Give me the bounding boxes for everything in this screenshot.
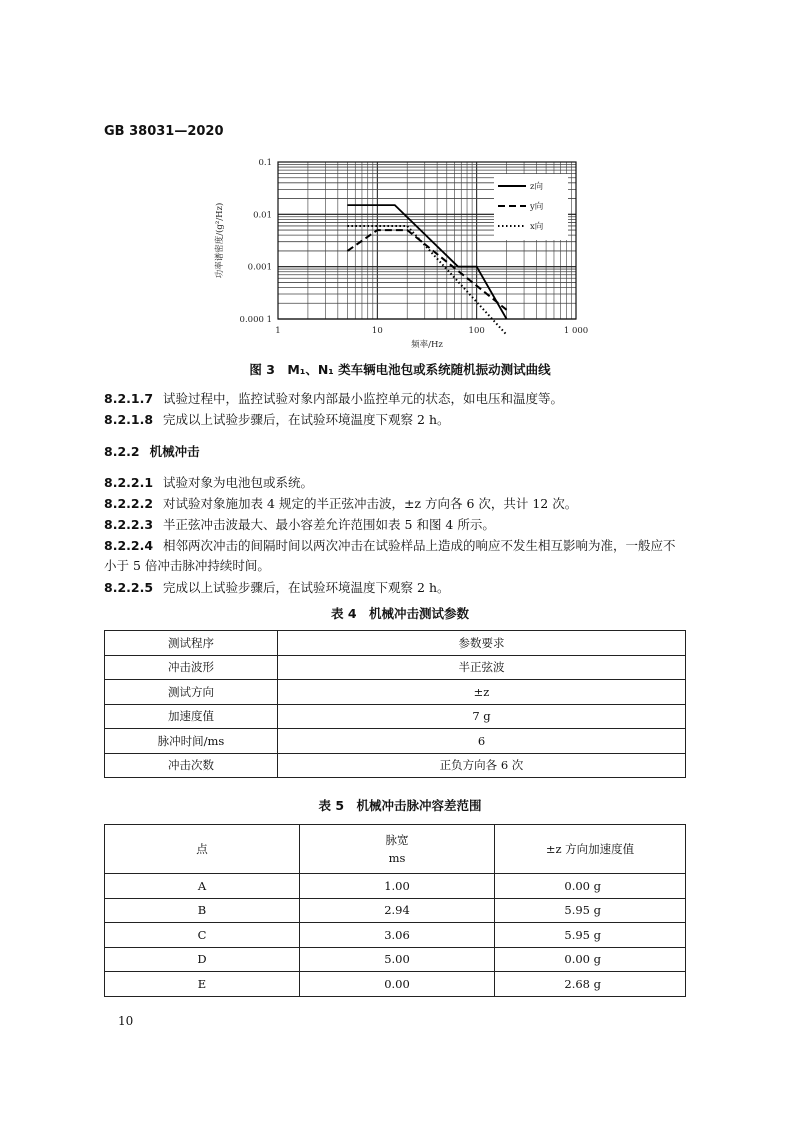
section-title: 机械冲击 [149, 444, 200, 459]
table-cell: 0.00 [300, 972, 495, 997]
table-cell: 冲击波形 [105, 655, 278, 680]
table-cell: 1.00 [300, 874, 495, 899]
table-cell: B [105, 898, 300, 923]
table-header-row [105, 825, 686, 874]
clause-text: 试验过程中，监控试验对象内部最小监控单元的状态，如电压和温度等。 [163, 391, 564, 406]
table-cell: 5.95 g [495, 923, 686, 948]
y-tick-label: 0.01 [253, 210, 272, 221]
table-cell: A [105, 874, 300, 899]
table-cell: ±z [278, 680, 686, 705]
header-cell-line: 脉宽 [385, 833, 409, 847]
figure-caption: 图 3 M₁、N₁ 类车辆电池包或系统随机振动测试曲线 [249, 362, 551, 377]
table-cell: 5.95 g [495, 898, 686, 923]
paragraph [104, 410, 450, 430]
table-row [105, 704, 686, 729]
paragraph [104, 578, 450, 598]
table-cell: 0.00 g [495, 947, 686, 972]
table-4 [104, 630, 686, 778]
header-cell [300, 825, 495, 874]
y-axis-label: 功率谱密度/(g²/Hz) [215, 202, 225, 279]
legend-label: y向 [530, 202, 544, 212]
clause-number: 8.2.2.5 [104, 580, 154, 595]
table-cell: E [105, 972, 300, 997]
table-cell: 7 g [278, 704, 686, 729]
header-cell-unit: ms [388, 851, 406, 865]
header-cell: ±z 方向加速度值 [495, 825, 686, 874]
x-tick-label: 1 000 [563, 326, 589, 336]
paragraph [104, 536, 686, 576]
paragraph [104, 494, 577, 514]
table-cell: 3.06 [300, 923, 495, 948]
header-cell: 测试程序 [105, 631, 278, 656]
table-cell: 半正弦波 [278, 655, 686, 680]
clause-text: 完成以上试验步骤后，在试验环境温度下观察 2 h。 [163, 412, 450, 427]
table-5-caption: 表 5 机械冲击脉冲容差范围 [318, 798, 482, 813]
table-cell: 测试方向 [105, 680, 278, 705]
x-tick-label: 100 [468, 326, 485, 336]
table-cell: 正负方向各 6 次 [278, 753, 686, 778]
clause-number: 8.2.1.8 [104, 412, 154, 427]
table-row [105, 947, 686, 972]
table-cell: 脉冲时间/ms [105, 729, 278, 754]
table-5 [104, 824, 686, 997]
table-cell: 6 [278, 729, 686, 754]
chart-series [347, 205, 506, 335]
table-cell: 0.00 g [495, 874, 686, 899]
standard-code: GB 38031—2020 [104, 124, 224, 139]
y-tick-label: 0.000 1 [239, 315, 272, 325]
table-row [105, 972, 686, 997]
table-row [105, 655, 686, 680]
paragraph [104, 515, 495, 535]
table-row [105, 680, 686, 705]
table-cell: 加速度值 [105, 704, 278, 729]
clause-number: 8.2.1.7 [104, 391, 154, 406]
table-4-caption: 表 4 机械冲击测试参数 [330, 606, 470, 621]
legend-label: x向 [530, 222, 544, 232]
vibration-psd-chart [208, 150, 598, 355]
page-number: 10 [118, 1014, 134, 1028]
table-row [105, 898, 686, 923]
x-tick-label: 1 [275, 326, 281, 336]
section-heading [104, 442, 200, 462]
x-axis-label: 频率/Hz [411, 340, 443, 350]
clause-number: 8.2.2.1 [104, 475, 154, 490]
clause-text: 对试验对象施加表 4 规定的半正弦冲击波，±z 方向各 6 次，共计 12 次。 [163, 496, 578, 511]
table-row [105, 729, 686, 754]
legend-label: z向 [530, 182, 543, 192]
clause-number: 8.2.2.2 [104, 496, 154, 511]
clause-text: 试验对象为电池包或系统。 [163, 475, 314, 490]
clause-text: 半正弦冲击波最大、最小容差允许范围如表 5 和图 4 所示。 [163, 517, 495, 532]
paragraph [104, 473, 313, 493]
table-row [105, 923, 686, 948]
y-tick-label: 0.1 [258, 158, 272, 168]
x-tick-label: 10 [371, 326, 383, 336]
table-cell: 5.00 [300, 947, 495, 972]
table-cell: 冲击次数 [105, 753, 278, 778]
clause-text: 完成以上试验步骤后，在试验环境温度下观察 2 h。 [163, 580, 450, 595]
table-header-row [105, 631, 686, 656]
clause-number: 8.2.2 [104, 444, 140, 459]
clause-text: 相邻两次冲击的间隔时间以两次冲击在试验样品上造成的响应不发生相互影响为准，一般应不小于 5 倍冲击脉冲持续时间。 [104, 538, 676, 573]
paragraph [104, 389, 563, 409]
chart-legend [494, 174, 568, 240]
table-cell: C [105, 923, 300, 948]
header-cell: 参数要求 [278, 631, 686, 656]
clause-number: 8.2.2.3 [104, 517, 154, 532]
table-cell: 2.94 [300, 898, 495, 923]
y-tick-label: 0.001 [247, 262, 272, 273]
table-cell: D [105, 947, 300, 972]
clause-number: 8.2.2.4 [104, 538, 154, 553]
header-cell: 点 [105, 825, 300, 874]
table-row [105, 753, 686, 778]
table-row [105, 874, 686, 899]
table-cell: 2.68 g [495, 972, 686, 997]
